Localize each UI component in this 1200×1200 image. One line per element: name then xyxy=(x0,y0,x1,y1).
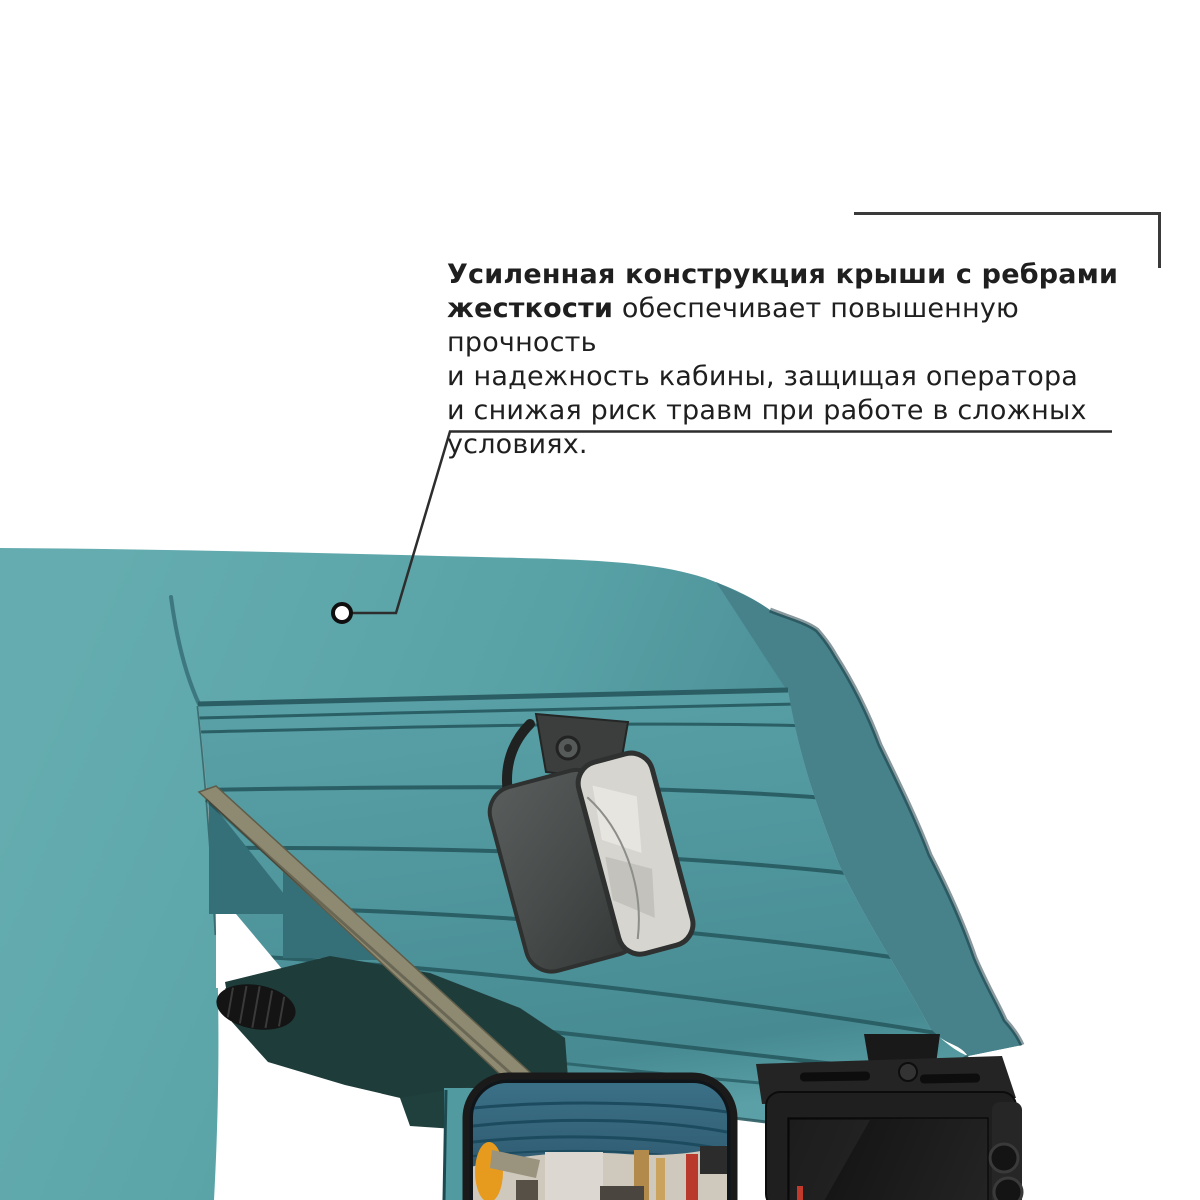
monitor-hinge xyxy=(899,1063,917,1081)
red-post-reflection xyxy=(686,1154,698,1200)
wood-post-reflection xyxy=(656,1158,665,1200)
monitor-vent xyxy=(800,1071,870,1081)
annotation-line xyxy=(447,360,1177,394)
annotation-regular-text: и снижая риск травм при работе в сложных условиях. xyxy=(447,395,1096,460)
monitor-connector xyxy=(990,1144,1018,1172)
annotation-bold-text: жесткости xyxy=(447,293,614,324)
feature-annotation xyxy=(447,258,1177,462)
monitor-connector xyxy=(994,1178,1022,1200)
annotation-line xyxy=(447,292,1177,360)
dark-object-reflection xyxy=(516,1180,538,1200)
annotation-regular-text: и надежность кабины, защищая оператора xyxy=(447,361,1079,392)
dark-object-reflection xyxy=(600,1186,644,1200)
mirror-post-edge xyxy=(444,1090,446,1200)
rear-view-mirror xyxy=(400,1076,734,1200)
light-bracket-bolt-center xyxy=(564,744,572,752)
monitor-red-led xyxy=(797,1186,803,1200)
annotation-bold-text: Усиленная конструкция крыши с ребрами xyxy=(447,259,1119,290)
annotation-line xyxy=(447,394,1177,462)
monitor-vent xyxy=(920,1073,980,1083)
callout-marker xyxy=(333,604,351,622)
white-wall-reflection xyxy=(545,1152,603,1200)
annotation-regular-text: обеспечивает повышенную прочность xyxy=(447,293,1028,358)
amber-beacon-reflection xyxy=(475,1142,503,1200)
annotation-line xyxy=(447,258,1177,292)
